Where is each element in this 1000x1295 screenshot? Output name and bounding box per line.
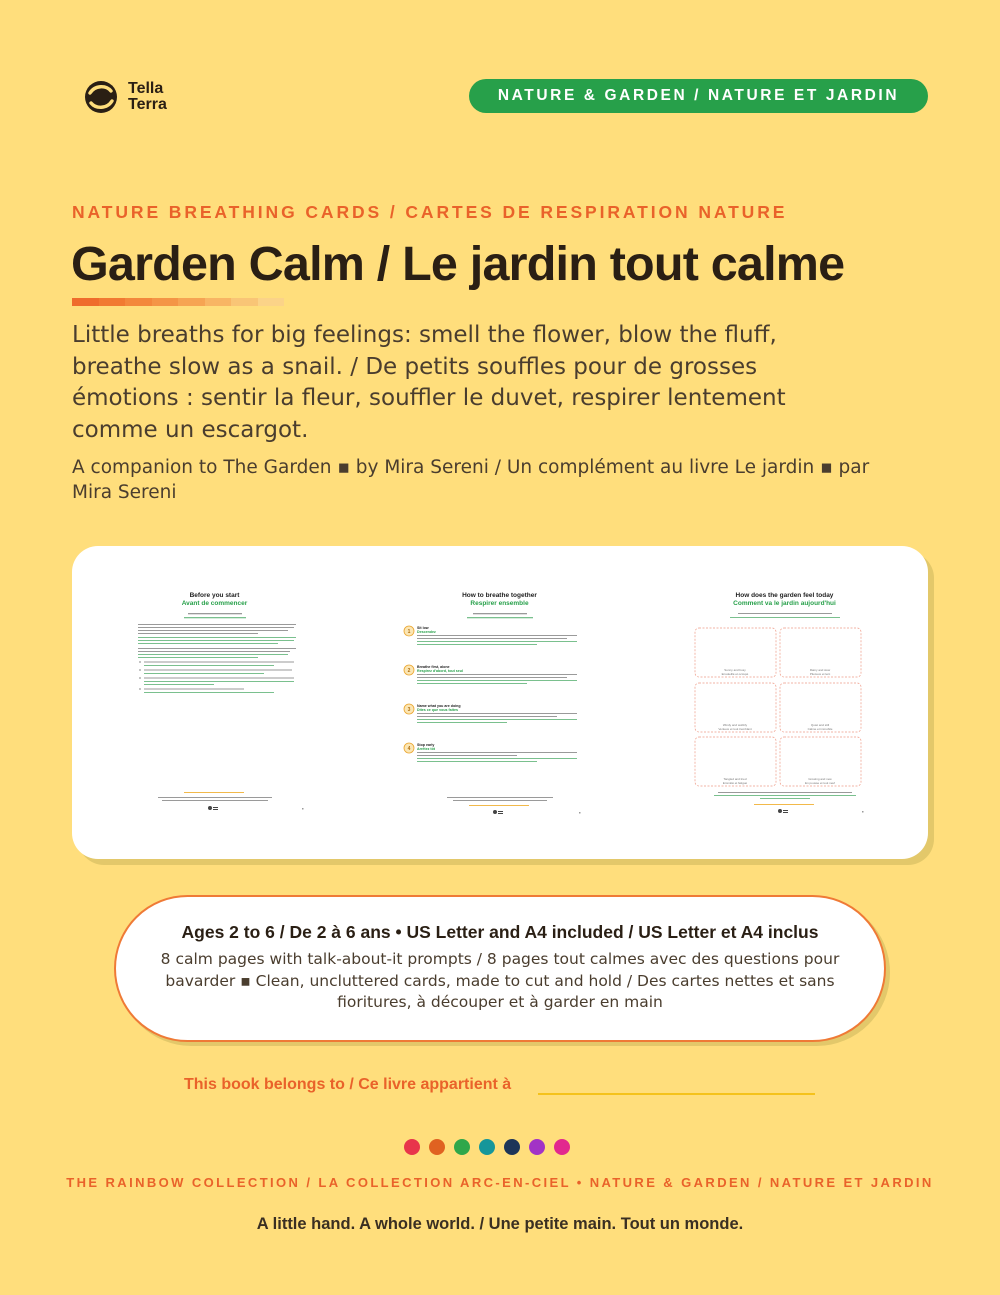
rainbow-dot bbox=[554, 1139, 570, 1155]
rainbow-dot bbox=[504, 1139, 520, 1155]
rainbow-dot bbox=[429, 1139, 445, 1155]
mood-box-label: Windy and wobbly Venteux et tout tremblant bbox=[718, 723, 752, 731]
preview-page-title: Before you start bbox=[189, 592, 240, 599]
step-title-fr: Dites ce que vous faites bbox=[417, 708, 458, 712]
category-badge: NATURE & GARDEN / NATURE ET JARDIN bbox=[469, 79, 928, 113]
product-info-card bbox=[114, 895, 886, 1042]
title-underline-segment bbox=[258, 298, 285, 306]
step-title-fr: Respirez d'abord, tout seul bbox=[417, 669, 463, 673]
rainbow-dots bbox=[404, 1139, 570, 1155]
step-title-fr: Descendez bbox=[417, 630, 436, 634]
title-underline-segment bbox=[231, 298, 258, 306]
preview-page-garden-feel bbox=[642, 546, 927, 859]
brand-name bbox=[128, 81, 167, 113]
preview-page-subtitle: Avant de commencer bbox=[181, 600, 248, 607]
brand-name-line2: Terra bbox=[128, 96, 167, 113]
step-title-fr: Arrêtez tôt bbox=[417, 747, 435, 751]
mood-box-label: Sunny and busy Ensoleillé et occupé bbox=[721, 668, 749, 676]
preview-page-subtitle: Comment va le jardin aujourd'hui bbox=[733, 600, 836, 607]
mood-box-label: Rainy and slow Pluvieux et lent bbox=[809, 668, 831, 676]
preview-page-boxes bbox=[642, 546, 927, 859]
eyebrow: NATURE BREATHING CARDS / CARTES DE RESPIRATION NATURE bbox=[72, 202, 788, 222]
title-underline-segment bbox=[178, 298, 205, 306]
preview-page-how-to-breathe bbox=[357, 546, 642, 859]
rainbow-dot bbox=[404, 1139, 420, 1155]
tella-terra-logo-icon bbox=[84, 80, 118, 114]
title-underline bbox=[72, 298, 284, 306]
step-number: 3 bbox=[407, 707, 411, 713]
belongs-to-label: This book belongs to / Ce livre appartient à bbox=[184, 1076, 512, 1093]
title-underline-segment bbox=[205, 298, 232, 306]
preview-page-title: How does the garden feel today bbox=[735, 592, 834, 599]
title-underline-segment bbox=[72, 298, 99, 306]
preview-page-before-you-start bbox=[72, 546, 357, 859]
step-number: 2 bbox=[407, 668, 411, 674]
step-title-en: Sit low bbox=[417, 626, 429, 630]
preview-page-steps bbox=[357, 546, 642, 859]
belongs-to-write-line bbox=[538, 1093, 815, 1095]
preview-page-title: How to breathe together bbox=[462, 592, 537, 599]
tagline: A little hand. A whole world. / Une petite main. Tout un monde. bbox=[256, 1215, 744, 1233]
mood-box-label: Tangled and tired Emmêlé et fatigué bbox=[722, 777, 748, 785]
preview-page-subtitle: Respirer ensemble bbox=[470, 600, 529, 607]
mood-box-label: Quiet and still Calme et immobile bbox=[807, 723, 833, 731]
subtitle: Little breaths for big feelings: smell the flower, blow the fluff, breathe slow as a snail. / De petits souffles pour de grosses émotions : sentir la fleur, souffler le duvet, respirer lentement comme un escargot. bbox=[72, 322, 786, 443]
companion-line: A companion to The Garden ▪ by Mira Sereni / Un complément au livre Le jardin ▪ par Mira Sereni bbox=[72, 457, 870, 503]
rainbow-dot bbox=[479, 1139, 495, 1155]
pages-preview bbox=[72, 546, 928, 859]
brand-name-line1: Tella bbox=[128, 80, 164, 97]
collection-footer: THE RAINBOW COLLECTION / LA COLLECTION ARC-EN-CIEL • NATURE & GARDEN / NATURE ET JARDIN bbox=[66, 1175, 934, 1190]
step-number: 4 bbox=[407, 746, 411, 752]
step-number: 1 bbox=[407, 629, 411, 635]
mood-box-label: Growing and new En pousse et tout neuf bbox=[804, 777, 836, 785]
title-underline-segment bbox=[99, 298, 126, 306]
title-underline-segment bbox=[125, 298, 152, 306]
preview-page-text-lines bbox=[72, 546, 357, 859]
step-title-en: Stop early bbox=[417, 743, 435, 747]
product-info-headline: Ages 2 to 6 / De 2 à 6 ans • US Letter and A4 included / US Letter et A4 inclus bbox=[181, 922, 819, 942]
step-title-en: Breathe first, alone bbox=[417, 665, 450, 669]
brand-logo bbox=[84, 80, 167, 114]
page-title: Garden Calm / Le jardin tout calme bbox=[71, 237, 845, 291]
title-underline-segment bbox=[152, 298, 179, 306]
step-title-en: Name what you are doing bbox=[417, 704, 461, 708]
rainbow-dot bbox=[529, 1139, 545, 1155]
product-info-body: 8 calm pages with talk-about-it prompts / 8 pages tout calmes avec des questions pour bavarder ▪ Clean, uncluttered cards, made to cut and hold / Des cartes nettes et sans fioritures, à découper et à garder en main bbox=[160, 950, 840, 1011]
rainbow-dot bbox=[454, 1139, 470, 1155]
